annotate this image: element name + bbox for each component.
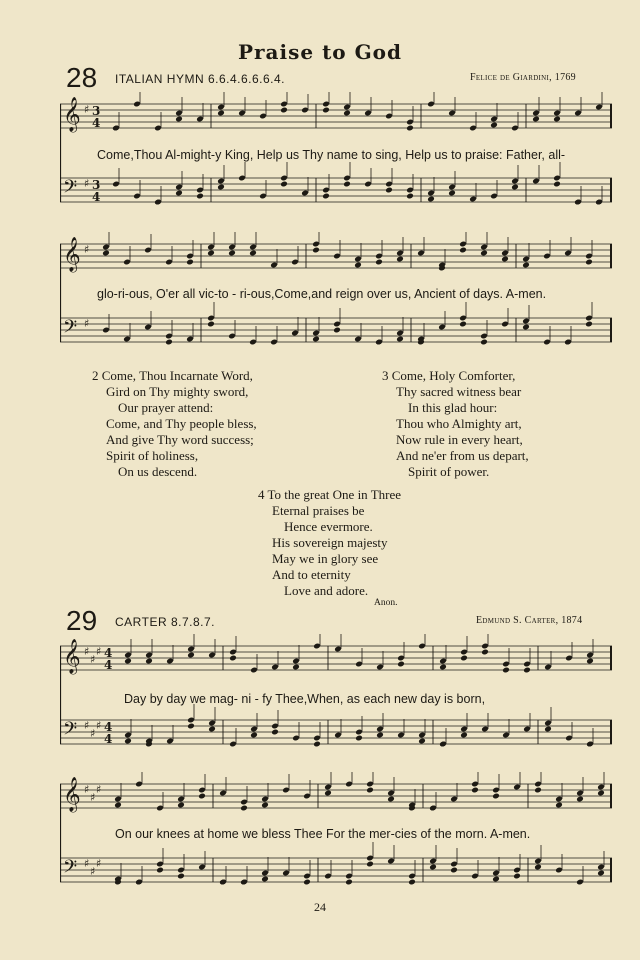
hymn-28-stanza-4: 4 To the great One in Three Eternal praises be Hence evermore. His sovereign majesty May we in glory see And to eternity Love and adore. [258, 487, 402, 598]
svg-text:𝄢: 𝄢 [63, 719, 78, 744]
svg-text:♯: ♯ [84, 243, 90, 256]
svg-text:𝄞: 𝄞 [63, 639, 81, 674]
svg-text:4: 4 [104, 646, 113, 660]
svg-text:♯: ♯ [84, 103, 90, 116]
hymn-28-tune: ITALIAN HYMN 6.6.4.6.6.6.4. [115, 72, 286, 86]
hymn-28-stanza-2: 2 Come, Thou Incarnate Word, Gird on Thy mighty sword, Our prayer attend: Come, and Thy people bless, And give Thy word success; Spirit of holiness, On us descend. [92, 368, 257, 479]
svg-text:♯: ♯ [90, 865, 96, 878]
svg-text:♯: ♯ [96, 783, 102, 796]
svg-text:3: 3 [92, 104, 101, 118]
svg-text:𝄢: 𝄢 [63, 177, 78, 202]
svg-text:♯: ♯ [84, 645, 90, 658]
svg-text:4: 4 [104, 720, 113, 734]
svg-text:♯: ♯ [96, 857, 102, 870]
hymn-28-author: Anon. [374, 598, 398, 608]
svg-text:3: 3 [92, 178, 101, 192]
hymn-28-lyrics-line-2: glo-ri-ous, O'er all vic-to - ri-ous,Come,and reign over us, Ancient of days. A-men. [97, 287, 547, 301]
page-number: 24 [314, 900, 326, 914]
svg-text:𝄢: 𝄢 [63, 857, 78, 882]
svg-text:♯: ♯ [84, 177, 90, 190]
hymn-28-composer: Felice de Giardini, 1769 [470, 72, 576, 83]
svg-text:♯: ♯ [90, 653, 96, 666]
page-title: Praise to God [237, 40, 403, 64]
svg-text:♯: ♯ [84, 783, 90, 796]
svg-text:4: 4 [92, 116, 101, 130]
svg-text:4: 4 [92, 190, 101, 204]
svg-text:♯: ♯ [96, 719, 102, 732]
svg-text:♯: ♯ [90, 791, 96, 804]
hymn-29-tune: CARTER 8.7.8.7. [115, 615, 215, 629]
hymn-29-composer: Edmund S. Carter, 1874 [476, 615, 583, 626]
svg-text:♯: ♯ [96, 645, 102, 658]
svg-text:4: 4 [104, 732, 113, 746]
svg-text:4: 4 [104, 658, 113, 672]
hymn-28-stanza-3: 3 Come, Holy Comforter, Thy sacred witness bear In this glad hour: Thou who Almighty art, Now rule in every heart, And ne'er from us depart, Spirit of power. [382, 368, 529, 479]
hymn-28-number: 28 [66, 62, 98, 93]
svg-text:♯: ♯ [84, 317, 90, 330]
svg-text:𝄢: 𝄢 [63, 317, 78, 342]
svg-text:𝄞: 𝄞 [63, 97, 81, 132]
hymn-29-lyrics-line-2: On our knees at home we bless Thee For the mer-cies of the morn. A-men. [115, 827, 531, 841]
hymn-28-lyrics-line-1: Come,Thou Al-might-y King, Help us Thy name to sing, Help us to praise: Father, all- [97, 148, 566, 162]
hymn-29-number: 29 [66, 605, 98, 636]
svg-text:♯: ♯ [84, 857, 90, 870]
hymn-29-lyrics-line-1: Day by day we mag- ni - fy Thee,When, as each new day is born, [124, 692, 486, 706]
svg-text:♯: ♯ [84, 719, 90, 732]
svg-text:♯: ♯ [90, 727, 96, 740]
svg-text:𝄞: 𝄞 [63, 237, 81, 272]
svg-text:𝄞: 𝄞 [63, 777, 81, 812]
